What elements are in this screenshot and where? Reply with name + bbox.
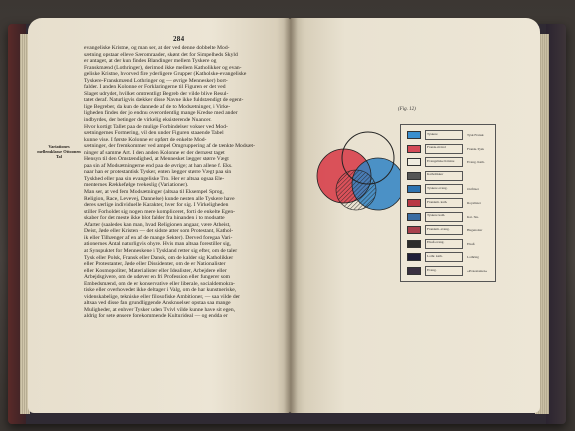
legend-row	[401, 156, 497, 168]
legend-right-label	[467, 171, 497, 181]
legend-inner-label: Katholikker	[425, 171, 463, 181]
text-line: videnskabelige, tekniske eller filosofiske Ambitioner, — saa vilde der	[84, 293, 241, 300]
text-line: er antaget, at der kun findes Blandinger mellem Tyskere og	[84, 58, 217, 65]
text-line: Afarter (saaledes kan man, hvad Religionen angaar, være Atheist,	[84, 221, 231, 228]
text-line: Tyskere-Franskmænd Lothringer og — øvrige Mennesker) bort-	[84, 77, 228, 84]
text-line: paa sin af Modsætningerne end paa de øvrige; at han allene f. Eks.	[84, 162, 233, 169]
legend-row	[401, 211, 497, 223]
legend-row	[401, 251, 497, 263]
text-line: Embedsmænd, om de er konservative eller liberale, socialdemokra-	[84, 280, 235, 287]
body-text	[84, 45, 280, 320]
legend-right-label: Tysk Fransk	[467, 133, 484, 137]
legend-swatch	[407, 226, 421, 234]
text-line: ationernes Antal naturligvis ohyre. Hvis man altsaa forestiller sig,	[84, 241, 231, 248]
legend-inner-label: Lothr. kath.	[425, 252, 463, 262]
text-line: sætninger, der fremkommer ved ampel Omgruppering af de tænkte Modsæt-	[84, 143, 255, 150]
legend-swatch	[407, 131, 421, 139]
figure-legend	[400, 124, 496, 282]
text-line: falder. I anden Kolonne er Forklaringerne til Figuren er det ved	[84, 84, 226, 91]
legend-inner-label: Fransk-mænd	[425, 144, 463, 154]
legend-right-label: Evang. Kath.	[467, 160, 485, 165]
text-line: sætning opstaar elleve Særomraader, skønt det for Simpelheds Skyld	[84, 51, 238, 58]
text-line: menternes Rækkefølge tvekeslig (Variationer).	[84, 182, 189, 189]
text-line: Tyskhed eller paa sin evangeliske Tro. Her er altsaa ogsaa Ele-	[84, 175, 225, 182]
text-line: naar han er protestantisk Tysker, enten lægger større Vægt paa sin	[84, 169, 232, 176]
text-line: Tysk eller Polsk, Fransk eller Dansk, om de kalder sig Katholikker	[84, 254, 234, 261]
text-line: sætningernes Formering, vil den under Figuren staaende Tabel	[84, 130, 224, 137]
text-line: Man ser, at ved fem Modsætninger (altsaa til Eksempel Sprog,	[84, 189, 224, 196]
legend-right-label: Royalister	[467, 201, 481, 205]
figure-label: (Fig. 12)	[398, 107, 416, 112]
legend-swatch	[407, 158, 421, 166]
legend-inner-label: Franskm. evang.	[425, 225, 463, 235]
legend-right-label: Hugenotter	[467, 228, 483, 233]
legend-inner-label: Tyskere kath.	[425, 212, 463, 222]
legend-swatch	[407, 267, 421, 275]
text-line: tiske eller overhovedet ikke deltager i Valg, om de har kunstneriske,	[84, 287, 237, 294]
text-line: ik eller Tilhænger af en af de mange Sekter). Derved foregaa Vari-	[84, 234, 233, 241]
legend-row	[401, 265, 497, 277]
text-line: Deist, Jøde eller Kristen — det sidste atter som Protestant, Kathol-	[84, 228, 234, 235]
text-line: Arbejdsgivere, om de udøver en fri Profession eller fungerer som	[84, 274, 231, 281]
text-line: skaber for det meste ikke blot falder fra hinanden i to modsatte	[84, 215, 225, 222]
legend-row	[401, 224, 497, 236]
legend-swatch	[407, 145, 421, 153]
legend-swatch	[407, 185, 421, 193]
legend-swatch	[407, 240, 421, 248]
page-number: 284	[173, 35, 185, 43]
text-line: Muligheder, at enhver Tysker uden Tvivl vilde kunne have sit egen,	[84, 306, 236, 313]
venn-diagram	[312, 128, 414, 220]
text-line: eller Protestanter, Jøde eller Dissidenter, om de er Nationalister	[84, 261, 226, 268]
text-line: geliske Kristne, hvorved fire yderligere Grupper (Katholske-evangeliske	[84, 71, 247, 78]
text-line: stiller Forholdet sig nogen mere kompliceret, forti de enkelte Egen-	[84, 208, 235, 215]
legend-row	[401, 238, 497, 250]
text-line: Franskmænd (Lothringer), derimod ikke mellem Katholikker og evan-	[84, 64, 242, 71]
text-line: lige Begreber, da kun de dannede af de to Modsætninger, i Virke-	[84, 103, 231, 110]
book-cover-right-edge	[546, 24, 566, 424]
text-line: Religion, Race, Levevej, Dannelse) kunde nesten alle Tyskere have	[84, 195, 235, 202]
margin-note: Variationes mellemklasse Ottoonen Tal	[37, 144, 81, 160]
text-line: Hvor kortigt Tallet paa de mulige Forbindelser vokser ved Mod-	[84, 123, 228, 130]
text-line: ninger af samme Art. I den anden Kolonne er der dernæst taget	[84, 149, 225, 156]
legend-inner-label: Tyskere	[425, 130, 463, 140]
legend-inner-label: Evangeliske Kristne	[425, 157, 463, 167]
text-line: deres særlige individuelle Karakter, hver for sig. I Virkeligheden	[84, 202, 229, 209]
legend-swatch	[407, 213, 421, 221]
text-line: at Synspuktet for Menneskene i Tyskland retter sig efter, om de taler	[84, 247, 238, 254]
legend-row	[401, 170, 497, 182]
legend-right-label: Elsaß	[467, 241, 475, 246]
legend-row	[401, 143, 497, 155]
legend-row	[401, 129, 497, 141]
text-line: eller Kosmopoliter, Materialister eller Idealister, Arbejdere eller	[84, 267, 227, 274]
legend-right-label: »Protestanten«	[467, 269, 488, 273]
text-line: kunne vise. I første Kolonne er opført de enkelte Mod-	[84, 136, 207, 143]
text-line: altsaa ved disse fan grundliggende Ansknuelser opstaa saa mange	[84, 300, 231, 307]
legend-row	[401, 183, 497, 195]
text-line: indbyrdes, der betinger de virkelig eksisterende Nuancer.	[84, 117, 212, 124]
legend-right-label: Kat. Stu.	[467, 214, 479, 219]
text-line: Slaget udrydet, hvilket omtrentligt Begreb der vilde blive Resul-	[84, 90, 229, 97]
legend-right-label: Fransk-Tysk	[467, 146, 484, 151]
text-line: tatet deraf. Naturligvis dækker disse Navne ikke fuldstændigt de egent-	[84, 97, 244, 104]
legend-inner-label: Evang.	[425, 266, 463, 276]
text-line: evangeliske Kristne, og man ser, at der ved denne dobbelte Mod-	[84, 45, 230, 51]
text-line: Hensyn til den Omstændighed, at Mennesket lægger større Vægt	[84, 156, 229, 163]
legend-swatch	[407, 253, 421, 261]
book-gutter	[284, 18, 298, 413]
text-line: aldrig for sete ønsere forekommende Kulturideal — og endda er	[84, 313, 228, 320]
legend-right-label: Lothring	[467, 255, 479, 260]
legend-right-label: Ostfriser	[467, 187, 479, 192]
legend-swatch	[407, 172, 421, 180]
legend-row	[401, 197, 497, 209]
legend-inner-label: Tyskere evang.	[425, 184, 463, 194]
legend-inner-label: Elsaß evang.	[425, 239, 463, 249]
legend-inner-label: Franskm. kath.	[425, 198, 463, 208]
text-line: ligheden findes der jo endnu overordentlig mange Kredse med ander	[84, 110, 238, 117]
venn-circle-hatched	[336, 170, 376, 210]
legend-swatch	[407, 199, 421, 207]
